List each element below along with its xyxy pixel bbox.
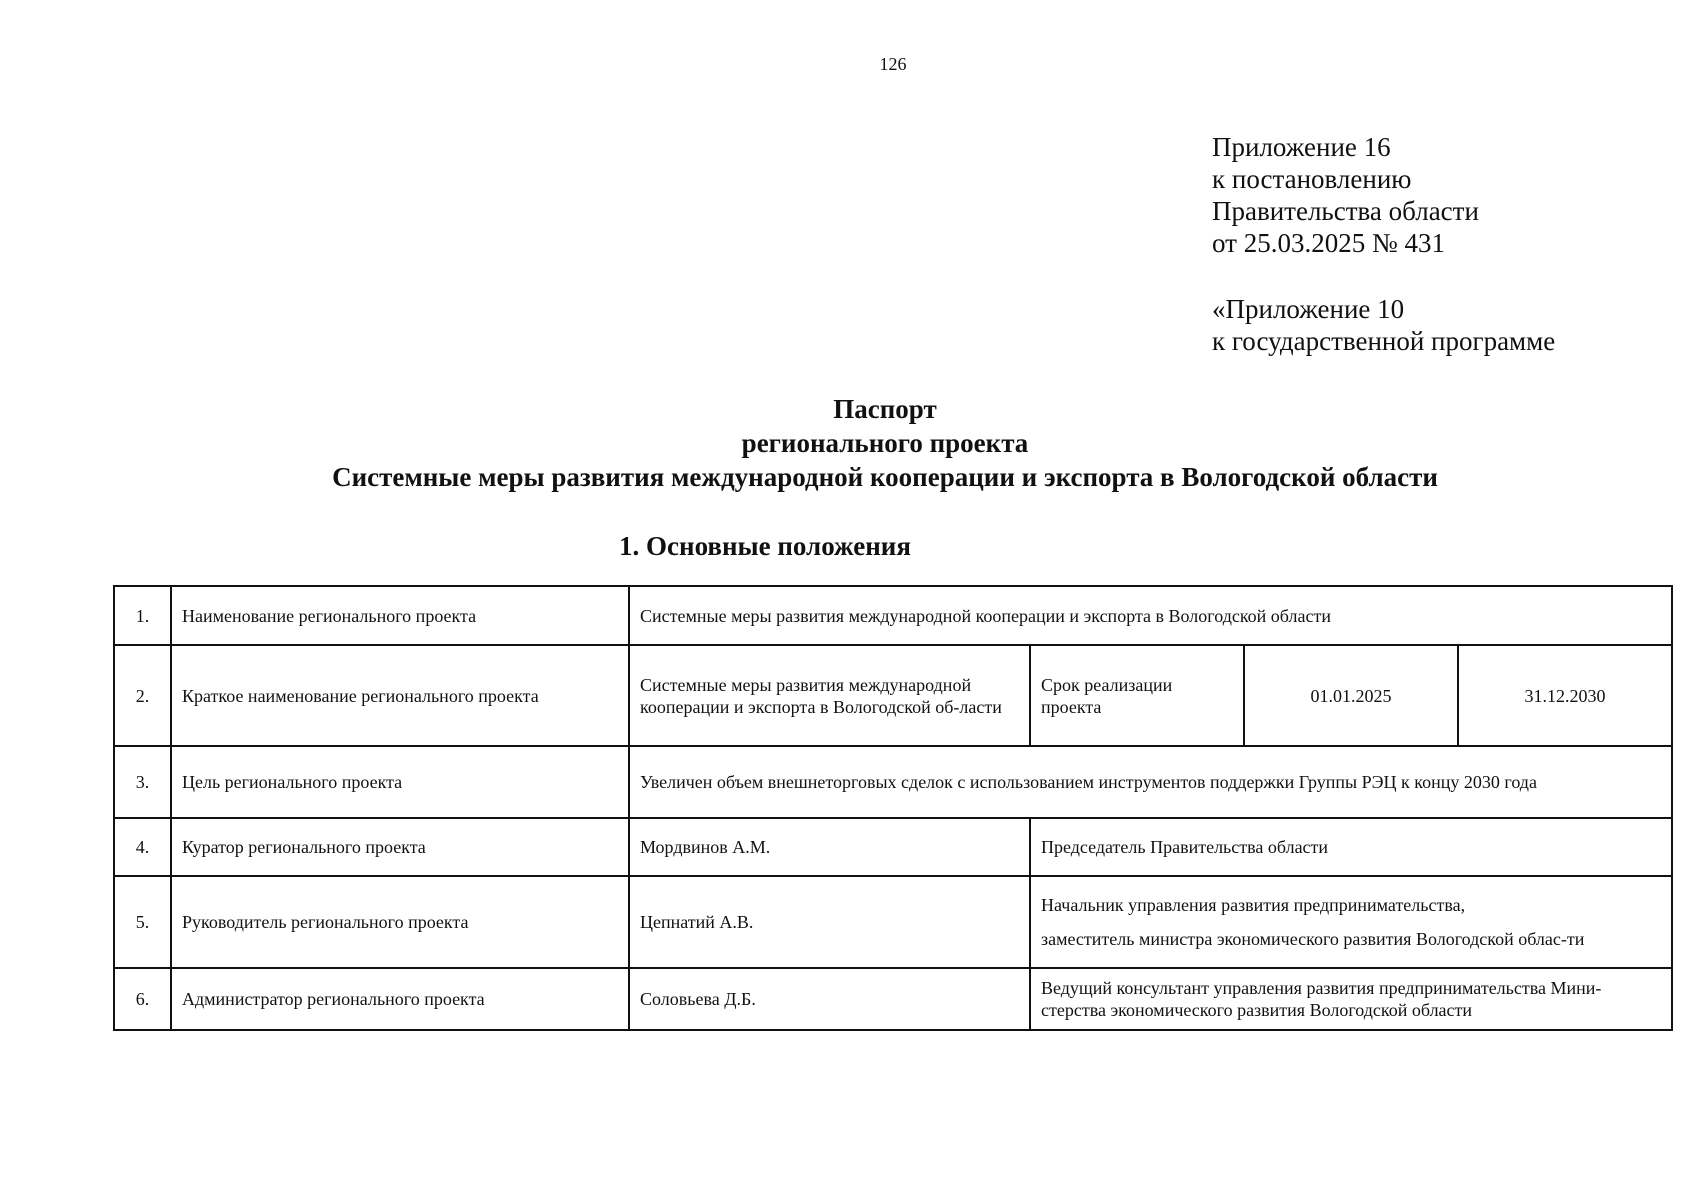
row-number: 5. (114, 876, 171, 968)
row-label: Администратор регионального проекта (171, 968, 629, 1030)
passport-table (113, 585, 1673, 1031)
position-line: заместитель министра экономического развития Вологодской облас-ти (1041, 929, 1585, 949)
table-row (114, 876, 1672, 968)
person-position: Ведущий консультант управления развития предпринимательства Мини-стерства экономического развития Вологодской области (1030, 968, 1672, 1030)
person-position (1030, 876, 1672, 968)
period-label: Срок реализации проекта (1030, 645, 1244, 746)
appendix-line: Приложение 16 (1212, 132, 1391, 162)
title-line: Паспорт (833, 394, 937, 424)
appendix-line: «Приложение 10 (1212, 294, 1405, 324)
title-line: Системные меры развития международной кооперации и экспорта в Вологодской области (332, 462, 1438, 492)
table-row (114, 818, 1672, 876)
appendix-line: Правительства области (1212, 196, 1479, 226)
appendix-block (1212, 131, 1555, 357)
row-number: 2. (114, 645, 171, 746)
document-title (0, 392, 1700, 494)
person-name: Цепнатий А.В. (629, 876, 1030, 968)
appendix-line: к постановлению (1212, 164, 1412, 194)
row-label: Наименование регионального проекта (171, 586, 629, 645)
row-number: 3. (114, 746, 171, 818)
start-date: 01.01.2025 (1244, 645, 1458, 746)
position-line: Начальник управления развития предпринимательства, (1041, 895, 1466, 915)
person-position: Председатель Правительства области (1030, 818, 1672, 876)
row-label: Краткое наименование регионального проекта (171, 645, 629, 746)
page-number: 126 (879, 54, 907, 74)
title-line: регионального проекта (741, 428, 1029, 458)
row-number: 6. (114, 968, 171, 1030)
row-value: Системные меры развития международной кооперации и экспорта в Вологодской об-ласти (629, 645, 1030, 746)
table-row (114, 746, 1672, 818)
row-label: Руководитель регионального проекта (171, 876, 629, 968)
appendix-line: к государственной программе (1212, 326, 1556, 356)
appendix-line: от 25.03.2025 № 431 (1212, 228, 1445, 258)
table-row (114, 645, 1672, 746)
row-label: Цель регионального проекта (171, 746, 629, 818)
table-row (114, 968, 1672, 1030)
end-date: 31.12.2030 (1458, 645, 1672, 746)
row-value: Увеличен объем внешнеторговых сделок с использованием инструментов поддержки Группы РЭЦ к концу 2030 года (629, 746, 1672, 818)
person-name: Мордвинов А.М. (629, 818, 1030, 876)
row-value: Системные меры развития международной кооперации и экспорта в Вологодской области (629, 586, 1672, 645)
row-label: Куратор регионального проекта (171, 818, 629, 876)
section-heading: 1. Основные положения (619, 531, 911, 561)
row-number: 4. (114, 818, 171, 876)
person-name: Соловьева Д.Б. (629, 968, 1030, 1030)
row-number: 1. (114, 586, 171, 645)
table-row (114, 586, 1672, 645)
